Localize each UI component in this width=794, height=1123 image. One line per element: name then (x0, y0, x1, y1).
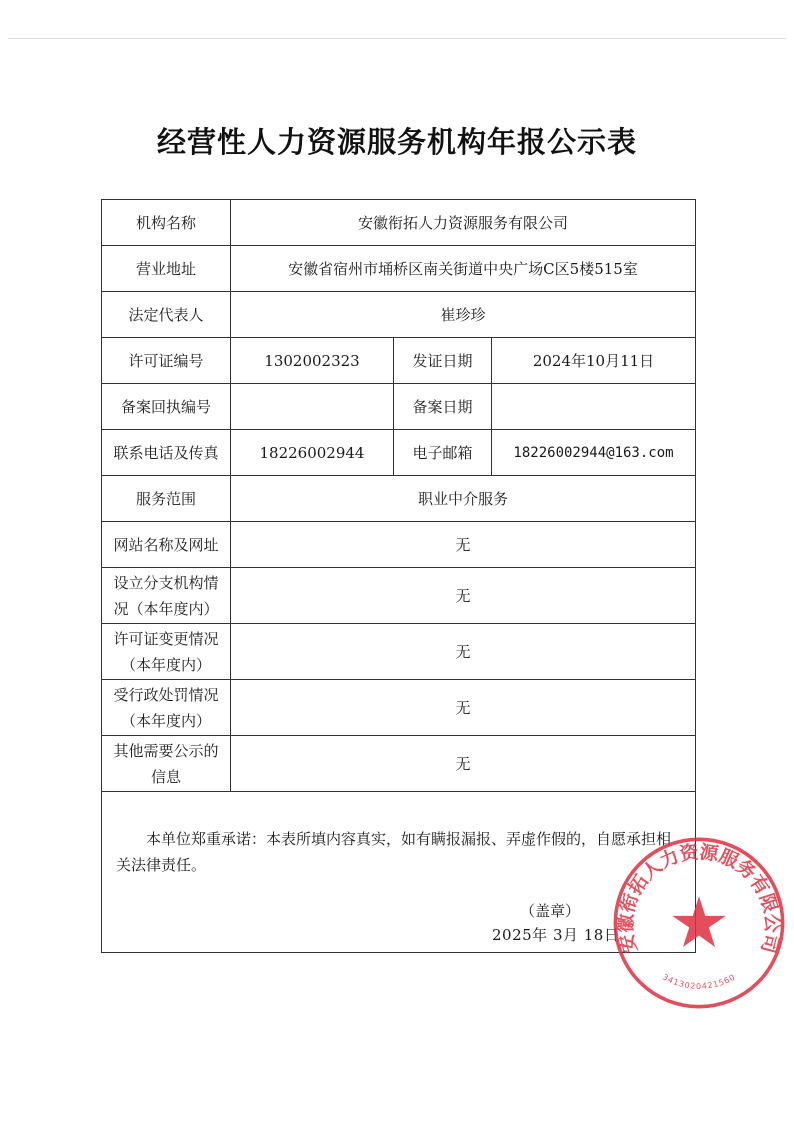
label-legal-rep: 法定代表人 (102, 292, 231, 338)
row-license-change (102, 624, 696, 680)
value-filing (231, 384, 394, 430)
label-contact: 联系电话及传真 (102, 430, 231, 476)
sign-date: 2025年 3月 18日 (492, 926, 620, 944)
row-license (102, 338, 696, 384)
seal-code: 3413020421560 (660, 972, 738, 991)
label-license-change (102, 624, 231, 680)
label-filing: 备案回执编号 (102, 384, 231, 430)
value-email: 18226002944@163.com (492, 430, 696, 476)
row-other (102, 736, 696, 792)
label-website: 网站名称及网址 (102, 522, 231, 568)
value-org-name: 安徽衔拓人力资源服务有限公司 (231, 200, 696, 246)
label-license: 许可证编号 (102, 338, 231, 384)
row-declaration (102, 792, 696, 953)
value-license-change: 无 (231, 624, 696, 680)
label-scope: 服务范围 (102, 476, 231, 522)
value-license: 1302002323 (231, 338, 394, 384)
value-website: 无 (231, 522, 696, 568)
value-penalty: 无 (231, 680, 696, 736)
declaration-text: 本单位郑重承诺：本表所填内容真实，如有瞒报漏报、弄虚作假的，自愿承担相关法律责任。 (116, 830, 672, 874)
label-org-name: 机构名称 (102, 200, 231, 246)
value-address: 安徽省宿州市埇桥区南关街道中央广场C区5楼515室 (231, 246, 696, 292)
label-email: 电子邮箱 (394, 430, 492, 476)
label-penalty-line1: 受行政处罚情况 (113, 685, 219, 704)
row-website (102, 522, 696, 568)
declaration-cell (102, 792, 696, 953)
row-org-name (102, 200, 696, 246)
label-other (102, 736, 231, 792)
row-filing (102, 384, 696, 430)
row-contact (102, 430, 696, 476)
label-other-line1: 其他需要公示的 (113, 741, 219, 760)
row-penalty (102, 680, 696, 736)
value-filing-date (492, 384, 696, 430)
label-license-change-line2: （本年度内） (120, 655, 211, 674)
seal-star-icon (672, 896, 725, 947)
label-address: 营业地址 (102, 246, 231, 292)
label-filing-date: 备案日期 (394, 384, 492, 430)
row-legal-rep (102, 292, 696, 338)
label-other-line2: 信息 (150, 767, 181, 786)
value-branches: 无 (231, 568, 696, 624)
seal-text: 安徽衔拓人力资源服务有限公司 (616, 842, 782, 956)
row-scope (102, 476, 696, 522)
row-branches (102, 568, 696, 624)
company-seal (610, 834, 788, 1012)
value-other: 无 (231, 736, 696, 792)
value-legal-rep: 崔珍珍 (231, 292, 696, 338)
report-table (101, 199, 696, 953)
seal-label: （盖章） (520, 902, 581, 920)
label-penalty (102, 680, 231, 736)
label-penalty-line2: （本年度内） (120, 711, 211, 730)
row-address (102, 246, 696, 292)
label-license-change-line1: 许可证变更情况 (113, 629, 219, 648)
label-issue-date: 发证日期 (394, 338, 492, 384)
label-branches-line1: 设立分支机构情 (113, 573, 219, 592)
label-branches-line2: 况（本年度内） (113, 599, 219, 618)
label-branches (102, 568, 231, 624)
page-title: 经营性人力资源服务机构年报公示表 (156, 125, 637, 159)
value-phone: 18226002944 (231, 430, 394, 476)
value-issue-date: 2024年10月11日 (492, 338, 696, 384)
value-scope: 职业中介服务 (231, 476, 696, 522)
top-rule (8, 38, 786, 39)
